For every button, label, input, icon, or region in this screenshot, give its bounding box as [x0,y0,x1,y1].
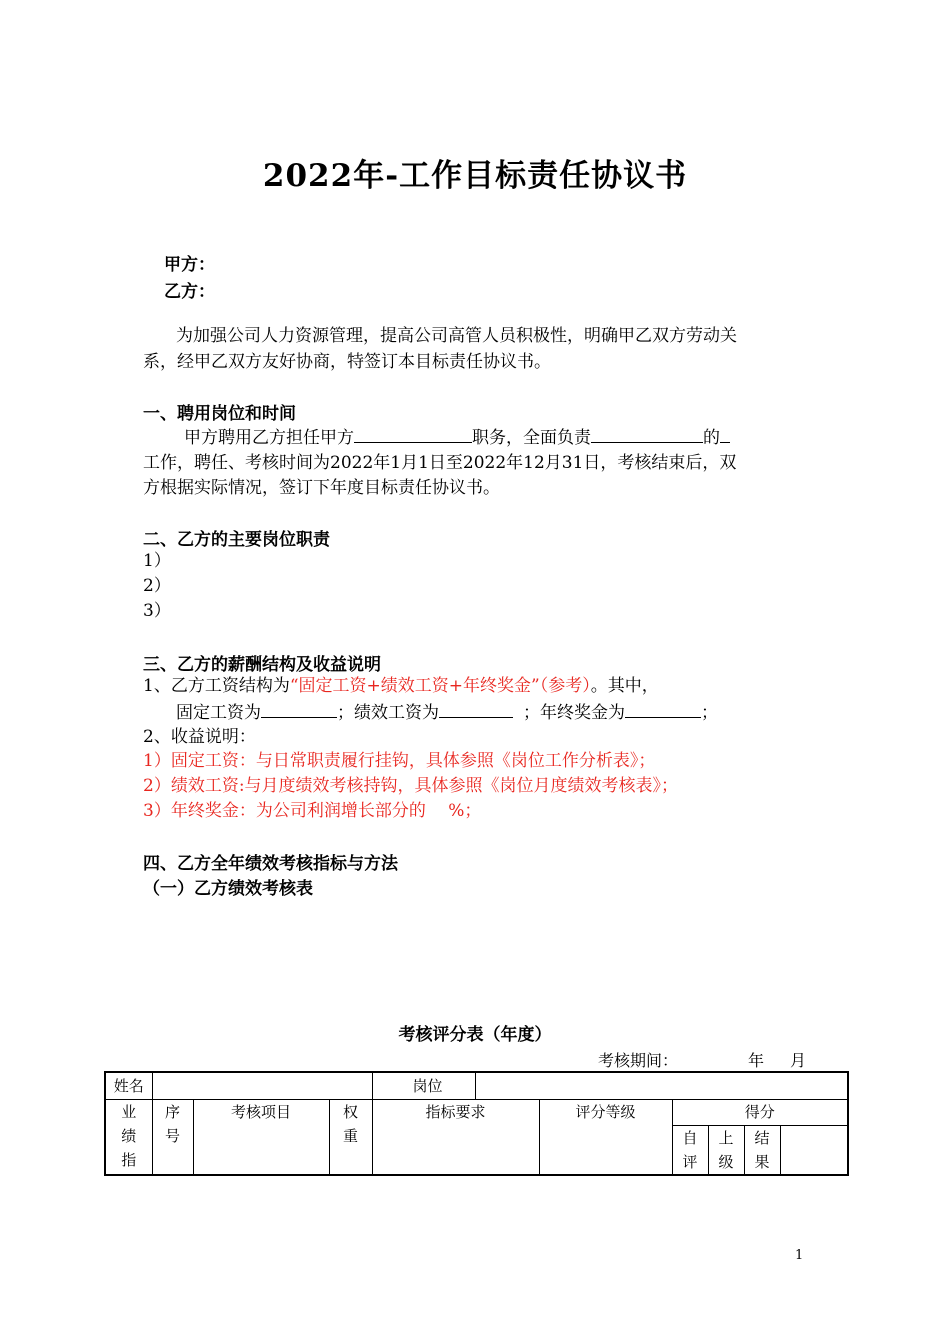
category-line-1: 业 [121,1102,137,1121]
self-line-2: 评 [682,1152,698,1171]
bonus-blank[interactable] [625,699,701,718]
section1-line-3: 方根据实际情况，签订下年度目标责任协议书。 [143,478,500,498]
section3-heading: 三、乙方的薪酬结构及收益说明 [143,655,381,675]
period-month: 月 [790,1051,807,1070]
section1-line-1 [184,424,730,451]
trailing-blank [720,424,730,443]
section1-line1-part-a: 甲方聘用乙方担任甲方 [184,428,354,448]
requirement-header-label: 指标要求 [425,1102,486,1121]
section4-heading: 四、乙方全年绩效考核指标与方法 [143,854,398,874]
page-number: 1 [795,1248,804,1263]
assessment-table [104,1071,849,1176]
period-label: 考核期间： [598,1051,679,1070]
section1-line1-part-b: 职务，全面负责 [472,428,591,448]
category-line-2: 绩 [121,1126,137,1145]
item-header [193,1099,329,1175]
self-line-1: 自 [682,1128,698,1147]
seq-line-2: 号 [164,1126,180,1145]
category-line-3: 指 [121,1150,137,1169]
intro-line-1: 为加强公司人力资源管理，提高公司高管人员积极性，明确甲乙双方劳动关 [176,326,737,346]
performance-salary-label: ；绩效工资为 [337,703,439,723]
post-label: 岗位 [412,1076,443,1095]
salary-amounts-end: ； [701,703,718,723]
weight-line-2: 重 [343,1126,359,1145]
section1-heading: 一、聘用岗位和时间 [143,404,296,424]
table-title: 考核评分表（年度） [398,1025,552,1045]
fixed-salary-label: 固定工资为 [176,703,261,723]
section1-line1-part-c: 的 [703,428,720,448]
self-score-header [672,1125,708,1175]
duty-item-3: 3） [143,601,171,621]
responsibility-blank[interactable] [591,424,703,443]
result-score-header [744,1125,780,1175]
bonus-label: ；年终奖金为 [523,703,625,723]
period-year: 年 [748,1051,765,1070]
income-note-bonus: 3）年终奖金：为公司利润增长部分的 %； [143,801,482,821]
superior-score-header [708,1125,744,1175]
page-title: 2022年-工作目标责任协议书 [262,158,688,194]
score-header [672,1099,848,1125]
grade-header-label: 评分等级 [575,1102,636,1121]
duty-item-2: 2） [143,576,171,596]
result-line-1: 结 [754,1128,770,1147]
name-label-cell [105,1072,152,1099]
post-value-cell[interactable] [475,1072,848,1099]
superior-line-2: 级 [718,1152,734,1171]
post-label-cell [372,1072,475,1099]
duty-item-1: 1） [143,551,171,571]
grade-header [539,1099,672,1175]
result-line-2: 果 [754,1152,770,1171]
position-blank[interactable] [354,424,472,443]
salary-structure-label: 1、乙方工资结构为 [143,676,290,696]
salary-amounts-line [176,699,718,726]
name-value-cell[interactable] [152,1072,372,1099]
salary-structure-tail: 。其中， [590,676,659,696]
income-note-performance: 2）绩效工资:与月度绩效考核持钩，具体参照《岗位月度绩效考核表》； [143,776,679,796]
section2-heading: 二、乙方的主要岗位职责 [143,530,330,550]
section4-subheading: （一）乙方绩效考核表 [143,879,313,899]
intro-line-2: 系，经甲乙双方友好协商，特签订本目标责任协议书。 [143,352,551,372]
section1-line-2: 工作，聘任、考核时间为2022年1月1日至2022年12月31日，考核结束后，双 [143,453,737,473]
category-header [105,1099,152,1175]
weight-header [329,1099,372,1175]
income-note-label: 2、收益说明： [143,727,256,747]
requirement-header [372,1099,539,1175]
fixed-salary-blank[interactable] [261,699,337,718]
performance-salary-blank[interactable] [439,699,513,718]
party-b-label: 乙方： [164,282,215,302]
party-a-label: 甲方： [164,255,215,275]
item-header-label: 考核项目 [230,1102,291,1121]
score-header-label: 得分 [744,1102,775,1121]
salary-structure-line [143,673,659,699]
salary-structure-formula: “固定工资+绩效工资+年终奖金”（参考） [289,676,591,696]
income-note-fixed: 1）固定工资：与日常职责履行挂钩，具体参照《岗位工作分析表》； [143,751,656,771]
seq-line-1: 序 [164,1102,180,1121]
seq-header [152,1099,193,1175]
name-label: 姓名 [113,1076,144,1095]
superior-line-1: 上 [718,1128,734,1147]
weight-line-1: 权 [343,1102,359,1121]
spacer-cell [780,1125,848,1175]
